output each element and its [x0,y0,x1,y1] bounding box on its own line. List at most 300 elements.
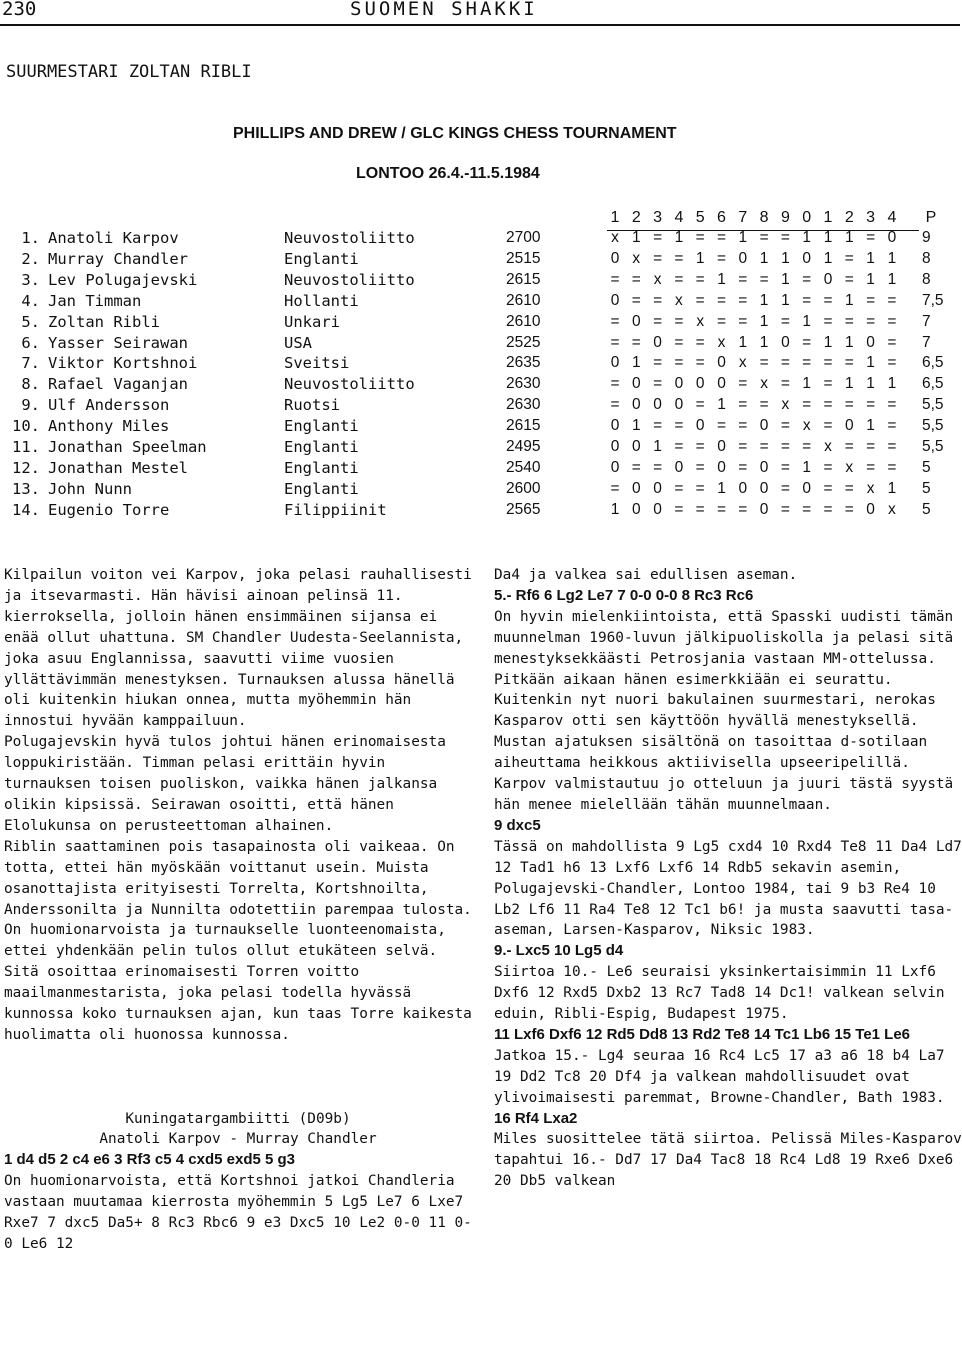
game-result: 1 [631,229,641,246]
game-result: 0 [610,354,620,372]
game-result: = [610,375,620,393]
game-result: 1 [866,249,875,267]
game-result: = [738,270,748,288]
player-country: Neuvostoliitto [284,229,415,247]
game-result: = [759,229,769,246]
game-result: 1 [887,249,897,267]
crosstable-points-header: P [925,209,937,226]
player-rank: 14. [12,500,40,519]
game-result: 1 [738,333,748,351]
game-result: = [674,438,684,455]
game-result: = [695,333,705,351]
game-result: = [802,270,812,288]
game-result: 0 [887,229,897,246]
game-result: = [738,291,748,309]
game-result: = [631,458,641,476]
game-result: 0 [823,270,833,288]
crosstable-round-header: 2 [844,209,854,226]
player-rating: 2515 [506,249,541,267]
player-points: 9 [922,229,931,246]
game-result: = [653,249,663,267]
player-rating: 2610 [506,312,541,330]
game-result: = [653,291,663,309]
player-rating: 2630 [506,375,541,393]
game-result: = [802,333,812,351]
game-result: x [802,417,811,435]
player-rating: 2525 [506,333,541,351]
game-result: = [695,500,705,518]
game-result: = [780,354,790,372]
header-rule [0,24,960,26]
game-result: x [866,479,875,497]
game-result: = [780,417,790,435]
player-rank: 7. [21,354,40,373]
game-result: 0 [653,396,662,414]
game-result: = [653,312,663,330]
crosstable-row [0,250,960,271]
game-result: = [887,354,897,372]
game-result: = [844,500,854,518]
player-points: 8 [922,249,931,267]
game-result: x [675,291,683,309]
game-result: = [887,291,897,309]
game-result: = [716,312,727,330]
player-name: Yasser Seirawan [48,333,188,352]
game-result: 1 [844,375,854,393]
game-moves: 16 Rf4 Lxa2 [494,1109,578,1127]
game-result: 1 [844,229,854,246]
player-rating: 2700 [506,229,541,246]
game-result: = [802,396,812,414]
game-result: 0 [631,396,641,414]
game-result: 1 [866,354,875,372]
game-result: = [780,229,790,246]
game-result: = [887,312,897,330]
game-result: 0 [844,417,854,435]
crosstable-round-header: 1 [823,209,833,226]
game-result: 1 [866,417,875,435]
game-result: = [844,270,854,288]
game-result: 1 [802,375,811,393]
game-result: = [631,291,641,309]
game-result: = [802,438,812,455]
crosstable-row [0,438,960,459]
game-result: = [866,458,876,476]
game-result: = [716,417,727,435]
player-rank: 13. [12,479,40,498]
game-result: = [802,291,812,309]
game-result: = [738,396,748,414]
paragraph: Polugajevskin hyvä tulos johtui hänen erinomaisesta loppukiristään. Timman pelasi erittäin hyvin turnauksen toisen puoliskon, vaikka hänen jalkansa olikin kipsissä. Seirawan osoitti, että hänen Elolukunsa on perusteettoman alhainen. [4,734,455,834]
game-result: = [695,479,705,497]
game-result: 1 [717,270,726,288]
player-rank: 5. [21,312,40,331]
player-points: 8 [922,270,931,288]
crosstable-round-header: 3 [653,209,663,226]
paragraph: Kilpailun voiton vei Karpov, joka pelasi rauhallisesti ja itsevarmasti. Hän hävisi ainoan pelinsä 11. kierroksella, jolloin hänen ensimmäinen sijansa ei enää ollut uhattuna. SM Chandler Uudesta-Seelannista, joka asuu Englannissa, saavutti viime vuosien yllättävimmän menestyksen. Turnauksen alussa hänellä oli kuitenkin hiukan onnea, mutta myöhemmin hän innostui hyvään kamppailuun. [4,567,481,730]
player-name: Lev Polugajevski [48,270,198,289]
right-column [494,565,962,1192]
crosstable-row [0,480,960,501]
game-result: = [610,312,620,330]
game-result: = [887,458,897,476]
game-result: = [780,458,790,476]
player-points: 5 [922,479,931,497]
game-result: = [716,229,727,246]
player-country: Englanti [284,417,359,436]
game-result: 0 [610,438,620,455]
game-result: = [887,417,897,435]
game-result: 1 [759,291,769,309]
game-result: 1 [823,333,833,351]
game-result: 1 [631,417,641,435]
game-result: x [632,249,641,267]
game-result: = [716,500,727,518]
game-result: 1 [802,458,811,476]
running-title: SUOMEN SHAKKI [350,0,538,20]
game-result: = [738,438,748,455]
game-result: = [738,500,748,518]
game-moves: 11 Lxf6 Dxf6 12 Rd5 Dd8 13 Rd2 Te8 14 Tc1 Lb6 15 Te1 Le6 [494,1025,911,1043]
game-result: 1 [887,375,897,393]
game-result: = [780,500,790,518]
game-result: 0 [717,354,726,372]
game-result: = [695,396,705,414]
crosstable-row [0,354,960,375]
crosstable-row [0,396,960,417]
crosstable-round-header: 4 [887,209,897,226]
game-result: 0 [717,458,726,476]
tournament-name: PHILLIPS AND DREW / GLC KINGS CHESS TOURNAMENT [233,125,677,142]
crosstable-row [0,229,960,250]
game-moves: 1 d4 d5 2 c4 e6 3 Rf3 c5 4 cxd5 exd5 5 g3 [4,1151,296,1169]
player-country: Englanti [284,458,359,477]
game-result: 0 [674,396,684,414]
game-result: = [844,312,854,330]
game-result: 1 [887,270,897,288]
game-result: 0 [738,249,748,267]
game-result: = [674,354,684,372]
game-result: = [653,375,663,393]
game-result: x [824,438,832,455]
player-rank: 8. [21,375,40,394]
crosstable-round-header: 1 [610,209,620,226]
game-result: 0 [866,333,875,351]
player-rank: 12. [12,458,40,477]
game-result: = [695,291,705,309]
game-result: = [780,312,790,330]
player-name: John Nunn [48,479,132,498]
game-result: 1 [844,333,854,351]
game-result: = [823,375,833,393]
player-name: Ulf Andersson [48,396,170,415]
crosstable-row [0,334,960,355]
player-points: 5,5 [922,417,944,435]
player-rating: 2565 [506,500,541,518]
player-country: Neuvostoliitto [284,375,415,394]
player-rating: 2635 [506,354,541,372]
game-result: = [610,479,620,497]
player-country: Englanti [284,479,359,498]
game-result: = [844,396,854,414]
game-result: = [887,438,897,455]
game-result: 1 [781,291,790,309]
game-result: 1 [653,438,662,455]
game-result: = [674,270,684,288]
player-name: Anthony Miles [48,417,170,436]
game-result: = [674,500,684,518]
game-result: 0 [781,333,790,351]
player-name: Viktor Kortshnoi [48,354,198,373]
game-result: = [823,312,833,330]
game-result: = [887,396,897,414]
game-result: = [631,333,641,351]
game-result: 0 [631,500,641,518]
crosstable-round-header: 2 [631,209,641,226]
game-result: = [866,312,876,330]
game-result: = [674,417,684,435]
crosstable-round-header: 9 [780,209,790,226]
game-result: 1 [738,229,748,246]
player-points: 6,5 [922,375,944,393]
game-result: 1 [717,479,726,497]
player-rank: 10. [12,417,40,436]
paragraph: Tässä on mahdollista 9 Lg5 cxd4 10 Rxd4 Te8 11 Da4 Ld7 12 Tad1 h6 13 Lxf6 Lxf6 14 Rdb5 sekavin asemin, Polugajevski-Chandler, Lontoo 1984, tai 9 b3 Re4 10 Lb2 Lf6 11 Ra4 Te8 12 Tc1 b6! ja musta saavutti tasa-aseman, Larsen-Kasparov, Niksic 1983. [494,838,962,939]
game-result: = [674,312,684,330]
game-result: 0 [802,249,811,267]
player-country: Englanti [284,249,359,268]
game-result: x [781,396,790,414]
player-points: 7,5 [922,291,944,309]
player-name: Murray Chandler [48,249,188,268]
player-points: 5 [922,500,931,518]
game-result: 1 [695,249,705,267]
game-result: = [695,270,705,288]
game-result: = [844,354,854,372]
game-result: 0 [653,479,662,497]
game-result: = [610,396,620,414]
game-result: x [696,312,705,330]
game-result: x [611,229,619,246]
game-result: = [780,479,790,497]
game-result: = [823,354,833,372]
player-points: 7 [922,312,931,330]
player-name: Zoltan Ribli [48,312,160,331]
game-result: 0 [759,417,769,435]
game-result: 1 [631,354,641,372]
game-result: = [844,479,854,497]
player-points: 5,5 [922,438,944,455]
game-moves: 9 dxc5 [494,816,541,834]
player-country: Unkari [284,312,340,331]
game-result: = [802,354,812,372]
game-result: = [674,249,684,267]
game-result: 0 [695,375,705,393]
game-result: = [866,396,876,414]
game-result: 1 [802,312,811,330]
player-rank: 11. [12,438,40,456]
crosstable-row [0,271,960,292]
player-country: USA [284,333,312,352]
game-result: = [887,333,897,351]
game-result: 0 [695,417,705,435]
paragraph: Riblin saattaminen pois tasapainosta oli vaikeaa. On totta, ettei hän myöskään voittanut usein. Muista osanottajista erityisesti Torrelta, Kortshnoilta, Anderssonilta ja Nunnilta odotettiin parempaa tulosta. [4,838,472,918]
game-players: Anatoli Karpov - Murray Chandler [99,1131,377,1148]
game-result: 1 [759,249,769,267]
game-result: 1 [866,375,875,393]
game-result: = [844,438,854,455]
player-name: Anatoli Karpov [48,229,179,247]
crosstable-round-header: 5 [695,209,705,226]
game-result: = [759,270,769,288]
game-result: = [823,417,833,435]
game-result: = [674,333,684,351]
game-result: 1 [802,229,811,246]
game-result: = [823,479,833,497]
game-result: 0 [610,249,620,267]
crosstable-row [0,459,960,480]
player-points: 7 [922,333,931,351]
crosstable-round-header: 3 [866,209,876,226]
game-result: x [845,458,854,476]
crosstable-row [0,375,960,396]
paragraph: On hyvin mielenkiintoista, että Spasski uudisti tämän muunnelman 1960-luvun jälkipuoliskolla ja pelasi sitä menestyksekkäästi Petrosjania vastaan MM-ottelussa. Pitkään aikaan hänen esimerkkiään ei seurattu. Kuitenkin nyt nuori bakulainen suurmestari, nerokas Kasparov otti sen käyttöön hyvällä menestyksellä. Mustan ajatuksen sisältönä on tasoittaa d-sotilaan aiheuttama heikkous aktiivisella upseeripelillä. [494,608,962,772]
game-result: = [823,458,833,476]
game-result: x [888,500,896,518]
game-result: 1 [610,500,620,518]
game-result: = [738,417,748,435]
player-name: Rafael Vaganjan [48,375,188,394]
player-rating: 2630 [506,396,541,414]
game-result: x [717,333,726,351]
paragraph: Siirtoa 10.- Le6 seuraisi yksinkertaisimmin 11 Lxf6 Dxf6 12 Rxd5 Dxb2 13 Rc7 Tad8 14 Dc1! valkean selvin eduin, Ribli-Espig, Budapest 1975. [494,964,954,1023]
game-result: = [823,500,833,518]
game-result: x [760,375,768,393]
game-result: 1 [866,270,875,288]
game-result: = [738,458,748,476]
game-result: = [759,396,769,414]
game-result: 0 [610,291,620,309]
player-rank: 4. [21,291,40,310]
player-rating: 2540 [506,458,541,476]
player-rank: 2. [21,249,40,268]
crosstable-row [0,417,960,438]
game-result: = [866,229,876,246]
game-result: = [610,333,620,351]
player-name: Eugenio Torre [48,500,170,519]
crosstable-round-header: 4 [674,209,684,226]
game-result: = [716,291,727,309]
crosstable-row [0,292,960,313]
game-result: = [759,438,769,455]
game-result: 0 [653,333,662,351]
tournament-place-date: LONTOO 26.4.-11.5.1984 [356,165,540,182]
game-result: 0 [759,479,769,497]
player-rating: 2610 [506,291,541,309]
paragraph: Da4 ja valkea sai edullisen aseman. [494,567,798,583]
game-result: = [759,354,769,372]
game-result: = [802,500,812,518]
game-result: 0 [631,438,641,455]
player-name: Jan Timman [48,291,142,310]
player-name: Jonathan Mestel [48,458,188,477]
left-column [4,565,481,1255]
crosstable-row [0,313,960,334]
game-result: = [695,229,705,246]
opening-name: Kuningatargambiitti (D09b) [125,1110,351,1127]
paragraph: Miles suosittelee tätä siirtoa. Pelissä Miles-Kasparov tapahtui 16.- Dd7 17 Da4 Tac8 18 Rc4 Ld8 19 Rxe6 Dxe6 20 Db5 valkean [494,1131,962,1190]
game-result: 1 [887,479,897,497]
player-points: 5,5 [922,396,944,414]
game-result: = [653,458,663,476]
game-result: = [653,417,663,435]
game-result: 1 [781,249,790,267]
paragraph: On huomionarvoista ja turnaukselle luonteenomaista, ettei yhdenkään pelin tulos ollut etukäteen selvä. Sitä osoittaa erinomaisesti Torren voitto maailmanmestarista, joka pelasi todella hyvässä kunnossa koko turnauksen ajan, kun taas Torre kaikesta huolimatta oli huonossa kunnossa. [4,922,481,1043]
player-rating: 2615 [506,270,541,288]
game-result: = [653,229,663,246]
game-result: = [866,438,876,455]
game-result: = [653,354,663,372]
game-result: 0 [866,500,875,518]
player-rating: 2600 [506,479,541,497]
crosstable-round-header: 8 [759,209,769,226]
game-result: 0 [717,375,726,393]
game-result: = [674,479,684,497]
player-country: Ruotsi [284,396,340,415]
game-result: = [866,291,876,309]
player-country: Filippiinit [284,500,387,519]
game-result: 0 [674,458,684,476]
game-result: = [823,396,833,414]
game-result: 1 [823,229,833,246]
crosstable-round-header: 7 [738,209,748,226]
game-result: = [780,438,790,455]
game-result: 0 [610,458,620,476]
crosstable-round-header: 0 [802,209,812,226]
game-result: 1 [717,396,726,414]
game-result: 1 [844,291,854,309]
player-country: Hollanti [284,291,359,310]
player-country: Englanti [284,438,359,456]
game-result: = [738,312,748,330]
game-result: 0 [653,500,662,518]
game-result: 0 [631,375,641,393]
game-result: = [631,270,641,288]
game-result: = [695,458,705,476]
game-moves: 9.- Lxc5 10 Lg5 d4 [494,942,624,960]
game-result: 1 [759,312,769,330]
game-result: = [610,270,620,288]
game-result: x [738,354,747,372]
game-result: 0 [759,458,769,476]
game-result: 1 [823,249,833,267]
game-result: = [823,291,833,309]
game-result: 1 [674,229,684,246]
game-result: = [695,438,705,455]
page-number: 230 [2,0,37,20]
game-result: 0 [717,438,726,455]
player-country: Neuvostoliitto [284,270,415,289]
player-points: 5 [922,458,931,476]
paragraph: On huomionarvoista, että Kortshnoi jatkoi Chandleria vastaan muutamaa kierrosta myöhemmin 5 Lg5 Le7 6 Lxe7 Rxe7 7 dxc5 Da5+ 8 Rc3 Rbc6 9 e3 Dxc5 10 Le2 0-0 11 0-0 Le6 12 [4,1173,472,1252]
game-result: 0 [759,500,769,518]
player-points: 6,5 [922,354,944,372]
game-result: 0 [631,479,641,497]
player-country: Sveitsi [284,354,350,373]
paragraph: Jatkoa 15.- Lg4 seuraa 16 Rc4 Lc5 17 a3 a6 18 b4 La7 19 Dd2 Tc8 20 Df4 ja valkean mahdollisuudet ovat ylivoimaisesti paremmat, Browne-Chandler, Bath 1983. [494,1047,954,1106]
player-rank: 9. [21,396,40,415]
article-title: SUURMESTARI ZOLTAN RIBLI [6,62,252,82]
